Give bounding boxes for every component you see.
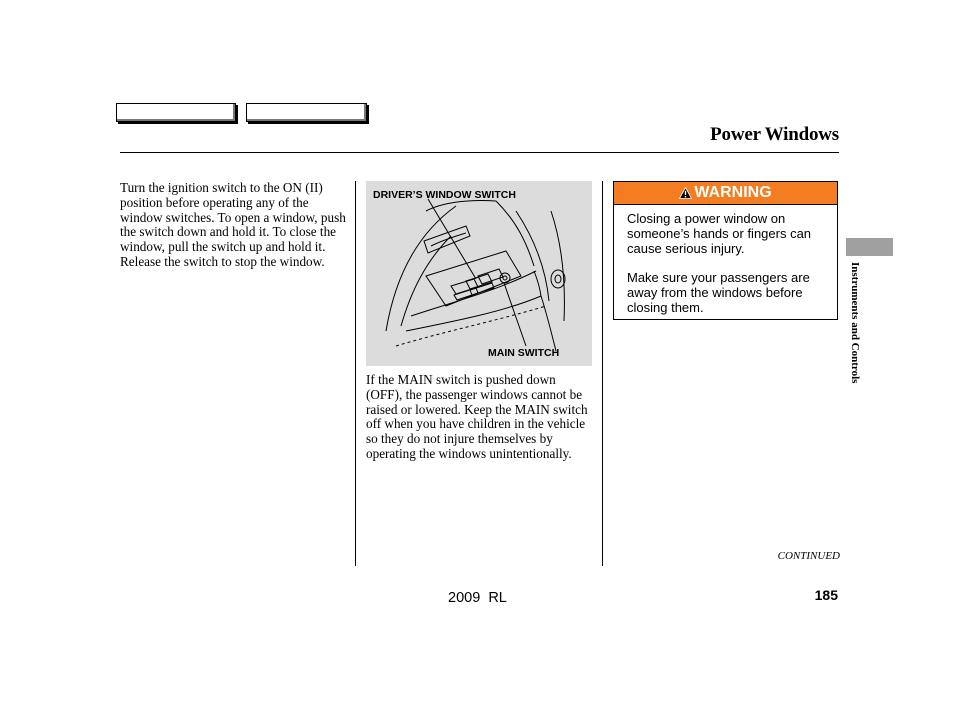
nav-button-previous[interactable] xyxy=(116,103,236,122)
column-divider-right xyxy=(602,181,603,566)
warning-paragraph-2: Make sure your passengers are away from the windows before closing them. xyxy=(627,270,810,315)
main-switch-label: MAIN SWITCH xyxy=(488,347,560,359)
section-label: Instruments and Controls xyxy=(849,262,861,384)
window-switch-illustration xyxy=(366,181,592,366)
warning-paragraph-1: Closing a power window on someone’s hands or fingers can cause serious injury. xyxy=(627,211,812,256)
title-divider xyxy=(120,152,839,153)
page-number: 185 xyxy=(814,587,838,603)
warning-box xyxy=(613,181,838,320)
warning-title: WARNING xyxy=(694,184,772,201)
section-tab xyxy=(846,238,893,256)
driver-window-switch-label: DRIVER’S WINDOW SWITCH xyxy=(373,189,516,201)
warning-triangle-icon xyxy=(679,187,692,199)
model-label: 2009 RL xyxy=(448,590,507,606)
continued-label: CONTINUED xyxy=(777,550,840,562)
page-title: Power Windows xyxy=(710,124,839,145)
main-switch-paragraph: If the MAIN switch is pushed down (OFF), the passenger windows cannot be raised or lowered. Keep the MAIN switch off when you have children in the vehicle so they do not injure themselves by operating the windows unintentionally. xyxy=(366,372,588,461)
door-panel-drawing xyxy=(366,181,592,366)
warning-header xyxy=(614,182,837,205)
nav-button-next[interactable] xyxy=(246,103,367,122)
column-divider-left xyxy=(355,181,356,566)
intro-paragraph: Turn the ignition switch to the ON (II) position before operating any of the window switches. To open a window, push the switch down and hold it. To close the window, pull the switch up and hold it. Release the switch to stop the window. xyxy=(120,180,346,269)
